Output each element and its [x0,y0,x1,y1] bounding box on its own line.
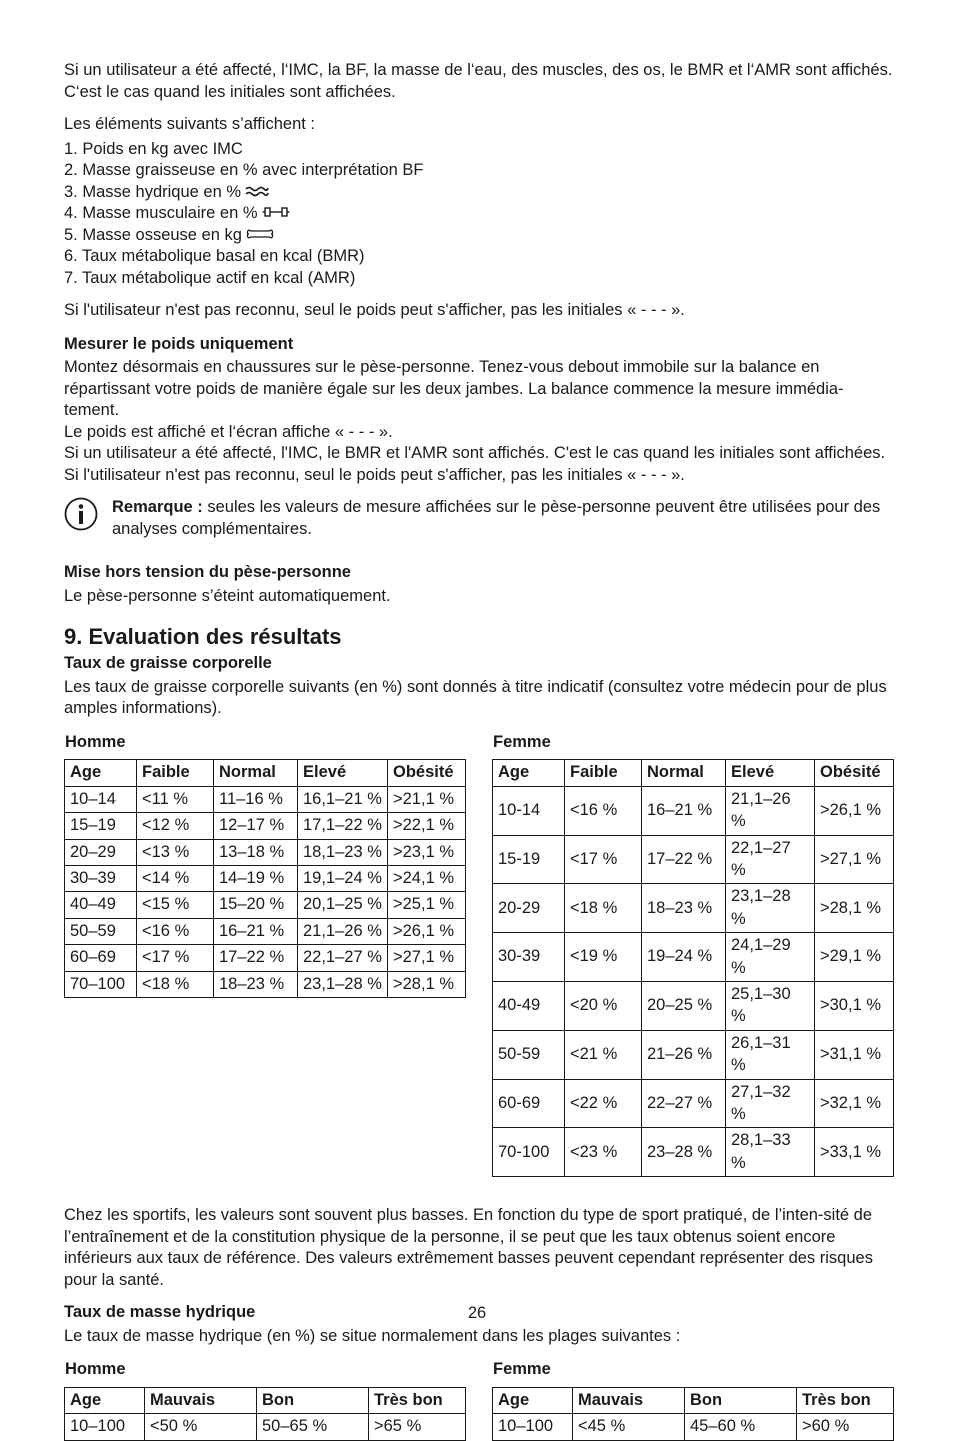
table-cell: >22,1 % [388,813,466,839]
table-row [65,839,466,865]
column-header: Normal [642,760,726,786]
table-cell: 30-39 [493,933,565,982]
weight-only-line: Si l'utilisateur n'est pas reconnu, seul le poids peut s'afficher, pas les initiales « - - - ». [64,465,685,484]
column-header: Très bon [369,1387,466,1413]
table-cell: 15-19 [493,835,565,884]
table-cell: 26,1–31 % [726,1030,815,1079]
table-header-row [493,760,894,786]
unrecognized-user-text: Si l'utilisateur n'est pas reconnu, seul le poids peut s'afficher, pas les initiales « - - - ». [64,301,685,320]
body-fat-table-women [492,759,894,1177]
table-cell: 17–22 % [642,835,726,884]
column-header: Obésité [815,760,894,786]
water-heading: Taux de masse hydrique [64,1303,256,1322]
table-cell: 20,1–25 % [298,892,388,918]
table-cell: 20–25 % [642,981,726,1030]
column-header: Age [65,1387,145,1413]
table-cell: 40-49 [493,981,565,1030]
table-cell: >31,1 % [815,1030,894,1079]
table-cell: <50 % [145,1414,257,1440]
table-cell: 28,1–33 % [726,1128,815,1177]
table-row [493,1030,894,1079]
table-cell: >33,1 % [815,1128,894,1177]
column-header: Faible [565,760,642,786]
table-cell: 13–18 % [214,839,298,865]
table-row [493,981,894,1030]
table-label-women: Femme [493,732,551,751]
table-label-men: Homme [65,1360,126,1379]
table-cell: 15–19 [65,813,137,839]
column-header: Obésité [388,760,466,786]
table-cell: 21,1–26 % [298,918,388,944]
muscle-dumbbell-icon [262,203,290,225]
table-label-women: Femme [493,1360,551,1379]
body-fat-heading: Taux de graisse corporelle [64,654,272,673]
column-header: Mauvais [573,1387,685,1413]
column-header: Bon [257,1387,369,1413]
table-cell: >24,1 % [388,865,466,891]
table-row [65,813,466,839]
table-cell: 19–24 % [642,933,726,982]
weight-only-line: Montez désormais en chaussures sur le pèse-personne. Tenez-vous debout immobile sur la balance en répartissant votre poids de manière égale sur les deux jambes. La balance commence la mesure immédia-tement. [64,358,844,420]
table-cell: <22 % [565,1079,642,1128]
table-cell: 45–60 % [685,1414,797,1440]
water-table-men [64,1387,466,1441]
table-cell: <23 % [565,1128,642,1177]
water-wave-icon [245,182,269,204]
table-cell: 10-14 [493,786,565,835]
table-row [65,971,466,997]
table-cell: <18 % [565,884,642,933]
table-cell: >21,1 % [388,786,466,812]
table-cell: <20 % [565,981,642,1030]
table-cell: <16 % [565,786,642,835]
table-row [65,1414,466,1440]
table-cell: 16,1–21 % [298,786,388,812]
table-row [65,865,466,891]
table-cell: <15 % [137,892,214,918]
weight-only-heading: Mesurer le poids uniquement [64,334,294,353]
table-cell: 20-29 [493,884,565,933]
table-cell: <21 % [565,1030,642,1079]
water-women [492,1359,894,1440]
table-cell: >26,1 % [815,786,894,835]
table-cell: 22,1–27 % [298,945,388,971]
weight-only-line: Si un utilisateur a été affecté, l'IMC, le BMR et l'AMR sont affichés. C'est le cas quand les initiales sont affichées. [64,444,886,463]
table-label-men: Homme [65,732,126,751]
table-cell: 60–69 [65,945,137,971]
weight-only-section [64,357,894,486]
body-fat-tables [64,732,894,1177]
table-cell: 21–26 % [642,1030,726,1079]
body-fat-men [64,732,466,1177]
list-item: 5. Masse osseuse en kg [64,225,894,247]
table-cell: 23,1–28 % [726,884,815,933]
table-row [493,786,894,835]
table-row [493,835,894,884]
table-cell: >26,1 % [388,918,466,944]
elements-intro: Les éléments suivants s’affichent : [64,115,315,133]
table-row [65,945,466,971]
table-cell: <19 % [565,933,642,982]
column-header: Faible [137,760,214,786]
table-cell: 70–100 [65,971,137,997]
list-item: 3. Masse hydrique en % [64,182,894,204]
table-cell: 10–100 [65,1414,145,1440]
table-cell: 17–22 % [214,945,298,971]
table-cell: 18,1–23 % [298,839,388,865]
list-item: 1. Poids en kg avec IMC [64,139,243,158]
table-row [493,1079,894,1128]
table-cell: >28,1 % [388,971,466,997]
table-header-row [65,1387,466,1413]
water-intro: Le taux de masse hydrique (en %) se situe normalement dans les plages suivantes : [64,1326,681,1345]
table-cell: 40–49 [65,892,137,918]
table-row [65,786,466,812]
weight-only-line: Le poids est affiché et l‘écran affiche « - - - ». [64,422,393,441]
table-cell: >25,1 % [388,892,466,918]
column-header: Elevé [298,760,388,786]
list-item: 6. Taux métabolique basal en kcal (BMR) [64,247,365,266]
note-box [64,497,894,540]
column-header: Mauvais [145,1387,257,1413]
table-cell: 16–21 % [214,918,298,944]
table-cell: >60 % [797,1414,894,1440]
table-cell: 10–14 [65,786,137,812]
table-row [65,918,466,944]
table-cell: <13 % [137,839,214,865]
table-cell: 12–17 % [214,813,298,839]
info-icon [64,497,98,531]
power-off-heading: Mise hors tension du pèse-personne [64,563,351,582]
table-cell: 25,1–30 % [726,981,815,1030]
page-content [64,60,894,1441]
table-cell: 70-100 [493,1128,565,1177]
column-header: Age [493,1387,573,1413]
table-cell: >29,1 % [815,933,894,982]
table-cell: 22,1–27 % [726,835,815,884]
table-cell: <16 % [137,918,214,944]
table-cell: <12 % [137,813,214,839]
body-fat-intro: Les taux de graisse corporelle suivants (en %) sont donnés à titre indicatif (consultez votre médecin pour de plus amples informations). [64,677,887,718]
table-row [493,1128,894,1177]
column-header: Bon [685,1387,797,1413]
list-item: 7. Taux métabolique actif en kcal (AMR) [64,268,356,287]
table-cell: >28,1 % [815,884,894,933]
note-label: Remarque : [112,498,203,517]
table-cell: 50-59 [493,1030,565,1079]
table-cell: 22–27 % [642,1079,726,1128]
table-cell: 27,1–32 % [726,1079,815,1128]
section-title: 9. Evaluation des résultats [64,624,342,650]
bone-icon [246,225,274,247]
column-header: Très bon [797,1387,894,1413]
table-cell: 17,1–22 % [298,813,388,839]
table-cell: 11–16 % [214,786,298,812]
table-cell: 50–59 [65,918,137,944]
water-men [64,1359,466,1440]
column-header: Elevé [726,760,815,786]
intro-paragraph: Si un utilisateur a été affecté, l‘IMC, la BF, la masse de l‘eau, des muscles, des os, le BMR et l‘AMR sont affichés. C‘est le cas quand les initiales sont affichées. [64,61,893,101]
table-cell: <14 % [137,865,214,891]
table-cell: >27,1 % [815,835,894,884]
table-header-row [493,1387,894,1413]
athletes-text: Chez les sportifs, les valeurs sont souvent plus basses. En fonction du type de sport pratiqué, de l’inten-sité de l’entraînement et de la constitution physique de la personne, il se peut que les taux obtenus soient encore inférieurs aux taux de référence. Des valeurs extrêmement basses peuvent cependant représenter des risques pour la santé. [64,1206,873,1289]
list-item: 2. Masse graisseuse en % avec interprétation BF [64,161,424,179]
table-cell: 23–28 % [642,1128,726,1177]
table-cell: 24,1–29 % [726,933,815,982]
table-cell: 18–23 % [642,884,726,933]
page-number: 26 [467,1304,487,1322]
column-header: Normal [214,760,298,786]
table-cell: >27,1 % [388,945,466,971]
list-item: 4. Masse musculaire en % [64,203,894,225]
column-header: Age [65,760,137,786]
table-row [65,892,466,918]
table-cell: <11 % [137,786,214,812]
table-cell: >65 % [369,1414,466,1440]
table-cell: 23,1–28 % [298,971,388,997]
table-cell: 19,1–24 % [298,865,388,891]
body-fat-table-men [64,759,466,998]
table-cell: >30,1 % [815,981,894,1030]
table-cell: 30–39 [65,865,137,891]
water-tables [64,1359,894,1440]
note-text: Remarque : seules les valeurs de mesure affichées sur le pèse-personne peuvent être utilisées pour des analyses complémentaires. [112,498,881,538]
table-cell: >32,1 % [815,1079,894,1128]
table-row [493,1414,894,1440]
water-table-women [492,1387,894,1441]
table-cell: >23,1 % [388,839,466,865]
table-row [493,933,894,982]
body-fat-women [492,732,894,1177]
table-cell: 15–20 % [214,892,298,918]
table-cell: <17 % [137,945,214,971]
table-cell: 60-69 [493,1079,565,1128]
table-cell: 14–19 % [214,865,298,891]
table-cell: <45 % [573,1414,685,1440]
table-cell: 10–100 [493,1414,573,1440]
table-cell: <18 % [137,971,214,997]
power-off-text: Le pèse-personne s’éteint automatiquement. [64,586,391,605]
table-cell: 16–21 % [642,786,726,835]
table-cell: 20–29 [65,839,137,865]
table-header-row [65,760,466,786]
table-cell: <17 % [565,835,642,884]
table-cell: 18–23 % [214,971,298,997]
table-row [493,884,894,933]
table-cell: 21,1–26 % [726,786,815,835]
elements-list [64,139,894,290]
column-header: Age [493,760,565,786]
table-cell: 50–65 % [257,1414,369,1440]
